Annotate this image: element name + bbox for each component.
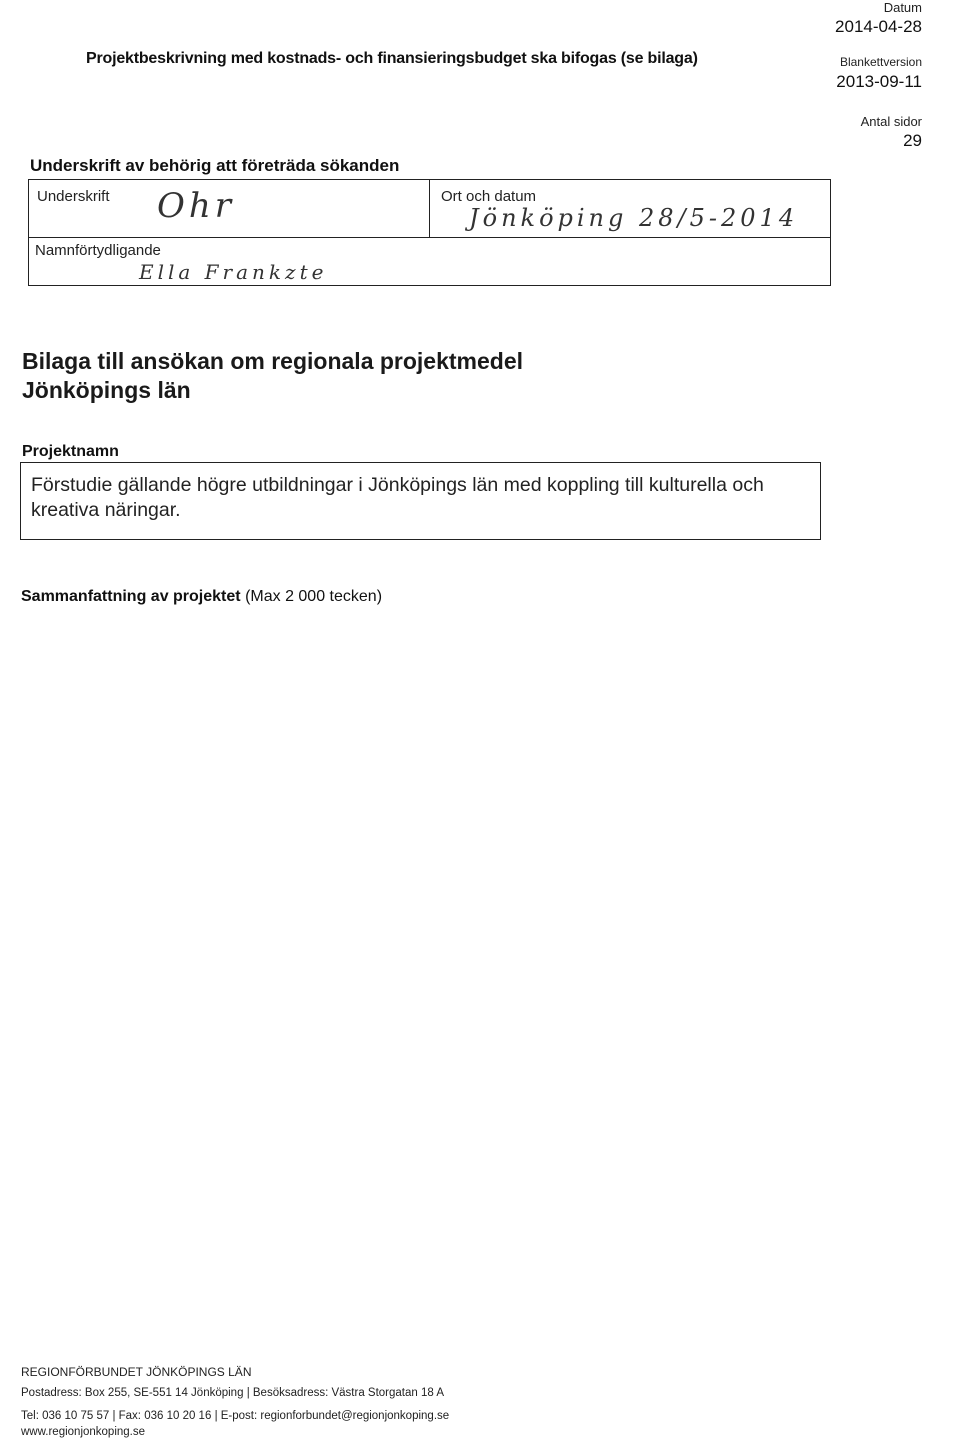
- namnfortydligande-label: Namnförtydligande: [35, 242, 161, 259]
- footer-separator: |: [214, 1410, 221, 1422]
- footer-postadress: Postadress: Box 255, SE-551 14 Jönköping: [21, 1387, 244, 1399]
- blankettversion-value: 2013-09-11: [836, 72, 922, 91]
- antal-sidor-label: Antal sidor: [860, 114, 922, 129]
- summary-heading: [21, 588, 382, 606]
- signature-divider-horizontal: [29, 237, 830, 238]
- handwritten-name: Ella Frankzte: [139, 260, 328, 284]
- footer-epost: E-post: regionforbundet@regionjonkoping.se: [220, 1410, 450, 1422]
- footer-besoksadress: Besöksadress: Västra Storgatan 18 A: [252, 1387, 445, 1399]
- footer-address-line: [21, 1387, 444, 1399]
- projektnamn-box: [20, 462, 821, 540]
- footer-separator: |: [246, 1387, 253, 1399]
- intro-text: Projektbeskrivning med kostnads- och finansieringsbudget ska bifogas (se bilaga): [86, 50, 698, 67]
- projektnamn-value: Förstudie gällande högre utbildningar i Jönköpings län med koppling till kulturella och kreativa näringar.: [31, 474, 764, 521]
- underskrift-label: Underskrift: [37, 188, 110, 205]
- footer-contact-line: [21, 1410, 449, 1422]
- document-title: [22, 347, 523, 405]
- footer-separator: |: [112, 1410, 119, 1422]
- projektnamn-label: Projektnamn: [22, 443, 119, 460]
- datum-value: 2014-04-28: [835, 17, 922, 36]
- summary-heading-note: (Max 2 000 tecken): [245, 588, 383, 605]
- footer-fax: Fax: 036 10 20 16: [118, 1410, 212, 1422]
- summary-heading-label: Sammanfattning av projektet: [21, 588, 241, 605]
- document-title-line-2: Jönköpings län: [22, 377, 191, 403]
- handwritten-place-date: Jönköping 28/5-2014: [469, 204, 799, 232]
- signature-heading: Underskrift av behörig att företräda sökanden: [30, 156, 400, 175]
- handwritten-signature: Ohr: [157, 186, 236, 226]
- signature-table: [28, 179, 831, 286]
- ort-och-datum-label: Ort och datum: [441, 188, 537, 205]
- antal-sidor-value: 29: [903, 131, 922, 150]
- blankettversion-label: Blankettversion: [839, 55, 922, 69]
- datum-label: Datum: [883, 0, 922, 15]
- footer-web: www.regionjonkoping.se: [21, 1426, 146, 1438]
- signature-divider-vertical: [429, 180, 430, 237]
- footer-org: REGIONFÖRBUNDET JÖNKÖPINGS LÄN: [21, 1365, 252, 1379]
- document-title-line-1: Bilaga till ansökan om regionala projektmedel: [22, 348, 524, 374]
- footer-tel: Tel: 036 10 75 57: [21, 1410, 110, 1422]
